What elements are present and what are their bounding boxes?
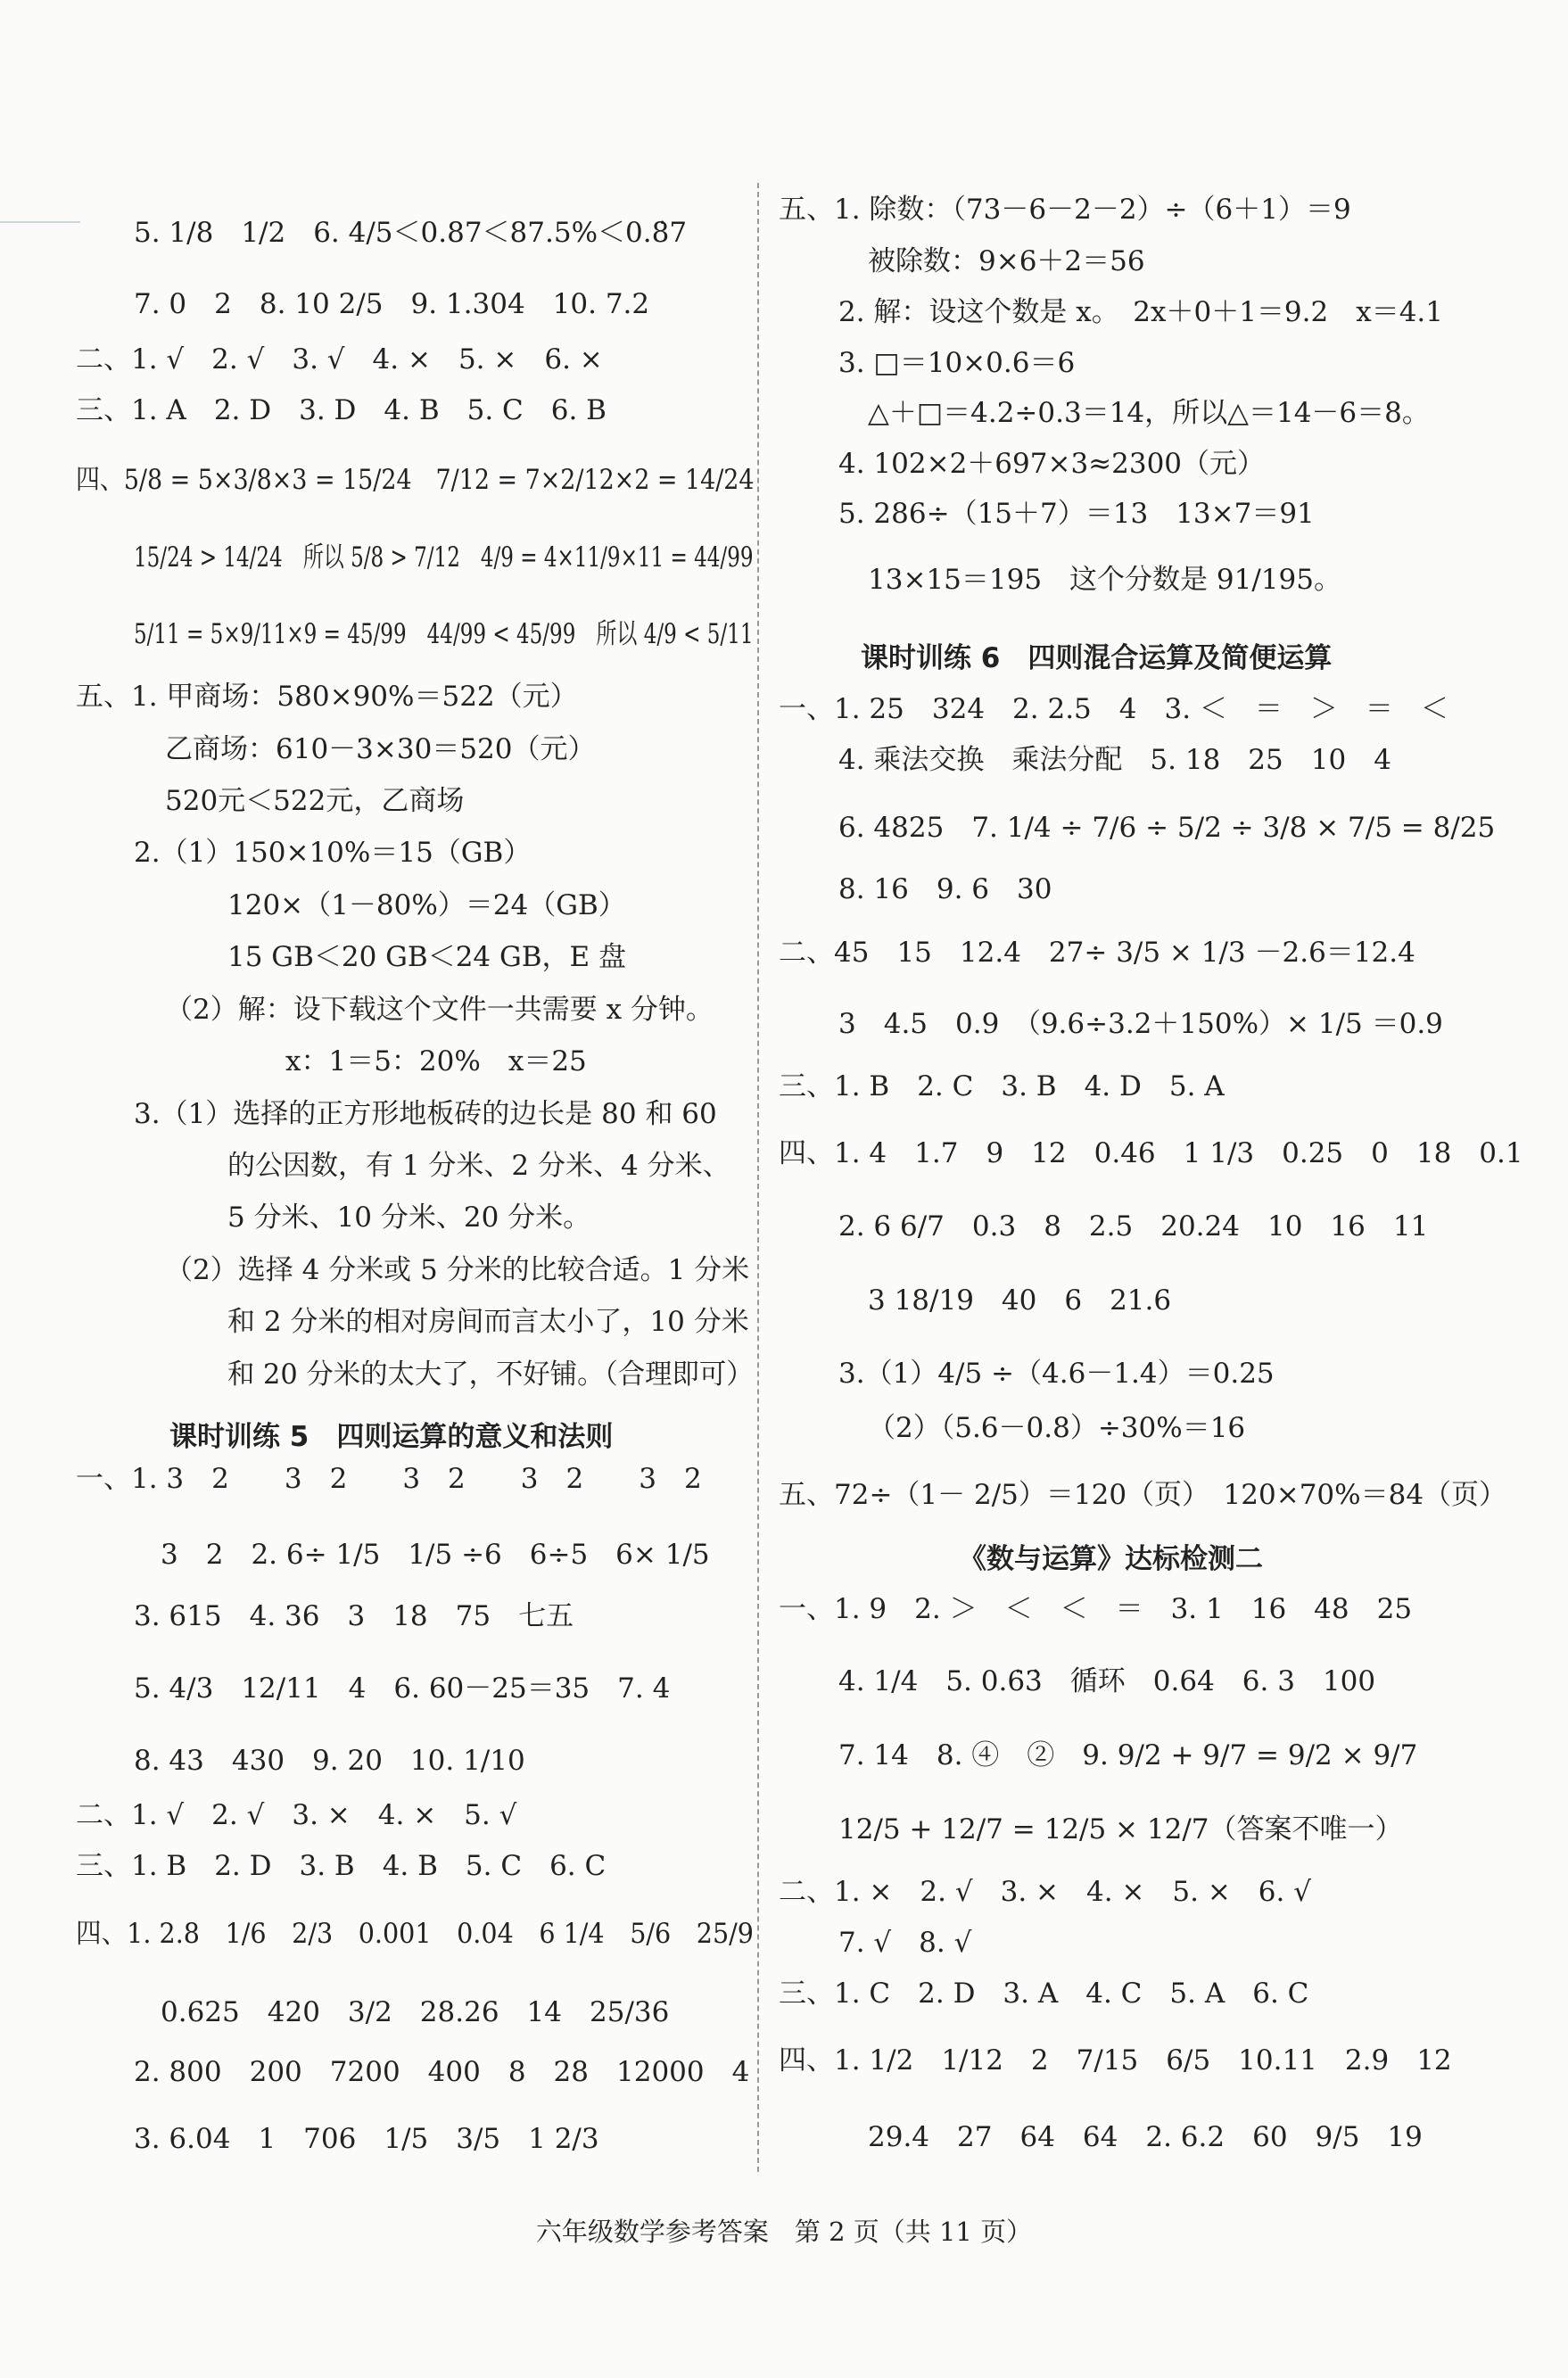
answer-line: 5 分米、10 分米、20 分米。 <box>227 1201 591 1234</box>
answer-line: 3 18/19 40 6 21.6 <box>868 1284 1172 1317</box>
answer-line: 3.（1）选择的正方形地板砖的边长是 80 和 60 <box>134 1098 717 1130</box>
answer-line: 四、1. 2.8 1/6 2/3 0.001 0.04 6 1/4 5/6 25/9 <box>76 1918 754 1950</box>
answer-line: 和 20 分米的太大了，不好铺。（合理即可） <box>227 1358 754 1391</box>
section-heading: 《数与运算》达标检测二 <box>959 1543 1263 1575</box>
answer-line: 15 GB＜20 GB＜24 GB，E 盘 <box>227 941 627 973</box>
answer-line: 五、1. 甲商场：580×90%＝522（元） <box>76 681 578 713</box>
answer-line: 2. 800 200 7200 400 8 28 12000 4 <box>134 2056 750 2088</box>
answer-line: 5. 1/8 1/2 6. 4/5＜0.87＜87.5%＜0.8̇7 <box>134 217 688 249</box>
answer-line: 四、1. 1/2 1/12 2 7/15 6/5 10.11 2.9 12 <box>779 2044 1452 2077</box>
answer-line: 7. 14 8. ④ ② 9. 9/2 + 9/7 = 9/2 × 9/7 <box>838 1739 1418 1771</box>
answer-line: 4. 乘法交换 乘法分配 5. 18 25 10 4 <box>838 744 1391 776</box>
answer-line: 二、1. × 2. √ 3. × 4. × 5. × 6. √ <box>779 1876 1311 1908</box>
answer-line: 二、1. √ 2. √ 3. √ 4. × 5. × 6. × <box>76 343 603 376</box>
answer-line: 和 2 分米的相对房间而言太小了，10 分米 <box>227 1306 749 1338</box>
answer-line: 四、5/8 = 5×3/8×3 = 15/24 7/12 = 7×2/12×2 = 14/24 <box>76 464 755 496</box>
answer-line: 520元＜522元，乙商场 <box>165 785 465 817</box>
answer-line: 3. 6.04 1 706 1/5 3/5 1 2/3 <box>134 2123 599 2155</box>
answer-line: 被除数：9×6＋2＝56 <box>868 245 1145 277</box>
page-footer: 六年级数学参考答案 第 2 页（共 11 页） <box>535 2217 1033 2247</box>
answer-line: 7. 0 2 8. 10 2/5 9. 1.304 10. 7.2 <box>134 288 650 320</box>
answer-line: 3 2 2. 6÷ 1/5 1/5 ÷6 6÷5 6× 1/5 <box>161 1539 710 1571</box>
answer-line: 四、1. 4 1.7 9 12 0.46 1 1/3 0.25 0 18 0.1 <box>779 1137 1523 1169</box>
answer-line: 三、1. B 2. D 3. B 4. B 5. C 6. C <box>76 1850 607 1882</box>
answer-line: 5/11 = 5×9/11×9 = 45/99 44/99 < 45/99 所以 4/9 < 5/11 <box>134 618 754 650</box>
answer-line: 2.（1）150×10%＝15（GB） <box>134 837 532 869</box>
answer-line: 29.4 27 64 64 2. 6.2 60 9/5 19 <box>868 2121 1423 2153</box>
section-heading: 课时训练 6 四则混合运算及简便运算 <box>861 642 1333 674</box>
answer-line: 2. 6 6/7 0.3 8 2.5 20.24 10 16 11 <box>838 1210 1429 1243</box>
answer-line: 三、1. C 2. D 3. A 4. C 5. A 6. C <box>779 1978 1309 2010</box>
answer-line: 三、1. A 2. D 3. D 4. B 5. C 6. B <box>76 394 607 426</box>
answer-line: 6. 4825 7. 1/4 ÷ 7/6 ÷ 5/2 ÷ 3/8 × 7/5 = 8/25 <box>838 812 1496 844</box>
answer-line: 4. 102×2＋697×3≈2300（元） <box>838 448 1266 480</box>
answer-line: 120×（1－80%）＝24（GB） <box>227 889 626 921</box>
answer-line: 15/24 > 14/24 所以 5/8 > 7/12 4/9 = 4×11/9×11 = 44/99 <box>134 541 754 574</box>
answer-line: （2）选择 4 分米或 5 分米的比较合适。1 分米 <box>165 1254 750 1286</box>
column-divider <box>757 183 759 2172</box>
answer-line: 乙商场：610－3×30＝520（元） <box>165 733 596 765</box>
top-rule <box>0 221 80 223</box>
answer-line: 13×15＝195 这个分数是 91/195。 <box>868 564 1341 596</box>
answer-line: 8. 43 430 9. 20 10. 1/10 <box>134 1745 525 1777</box>
answer-line: 8. 16 9. 6 30 <box>838 873 1052 905</box>
answer-line: 12/5 + 12/7 = 12/5 × 12/7（答案不唯一） <box>838 1813 1403 1845</box>
answer-line: （2）（5.6－0.8）÷30%＝16 <box>868 1412 1246 1444</box>
answer-line: 的公因数，有 1 分米、2 分米、4 分米、 <box>227 1150 730 1182</box>
answer-line: 二、1. √ 2. √ 3. × 4. × 5. √ <box>76 1799 517 1831</box>
answer-line: （2）解：设下载这个文件一共需要 x 分钟。 <box>165 994 714 1026</box>
answer-line: 五、72÷（1－ 2/5）＝120（页） 120×70%＝84（页） <box>779 1479 1507 1511</box>
answer-line: 一、1. 25 324 2. 2.5 4 3. ＜ ＝ ＞ ＝ ＜ <box>779 693 1448 725</box>
answer-line: 五、1. 除数：（73－6－2－2）÷（6＋1）＝9 <box>779 194 1351 226</box>
answer-line: 4. 1/4 5. 0.6̇3̇ 循环 0.64 6. 3 100 <box>838 1665 1376 1697</box>
answer-line: 7. √ 8. √ <box>838 1927 972 1959</box>
answer-line: 一、1. 3 2 3 2 3 2 3 2 3 2 <box>76 1463 702 1495</box>
answer-line: x：1＝5：20% x＝25 <box>285 1045 587 1078</box>
answer-line: 5. 4/3 12/11 4 6. 60－25＝35 7. 4 <box>134 1672 671 1705</box>
answer-line: 3 4.5 0.9 （9.6÷3.2＋150%）× 1/5 ＝0.9 <box>838 1008 1443 1040</box>
answer-line: 3.（1）4/5 ÷（4.6－1.4）＝0.25 <box>838 1358 1275 1390</box>
answer-line: 0.625 420 3/2 28.26 14 25/36 <box>161 1996 670 2028</box>
answer-line: 3. 615 4. 36 3 18 75 七五 <box>134 1600 574 1632</box>
answer-line: 二、45 15 12.4 27÷ 3/5 × 1/3 －2.6＝12.4 <box>779 937 1415 969</box>
answer-line: 5. 286÷（15＋7）＝13 13×7＝91 <box>838 498 1315 530</box>
answer-line: 2. 解：设这个数是 x。 2x＋0＋1＝9.2 x＝4.1 <box>838 296 1444 328</box>
answer-line: 3. □＝10×0.6＝6 <box>838 347 1076 379</box>
section-heading: 课时训练 5 四则运算的意义和法则 <box>169 1421 614 1453</box>
answer-line: △＋□＝4.2÷0.3＝14，所以△＝14－6＝8。 <box>868 397 1430 429</box>
answer-line: 一、1. 9 2. ＞ ＜ ＜ ＝ 3. 1 16 48 25 <box>779 1593 1413 1625</box>
answer-line: 三、1. B 2. C 3. B 4. D 5. A <box>779 1070 1225 1102</box>
